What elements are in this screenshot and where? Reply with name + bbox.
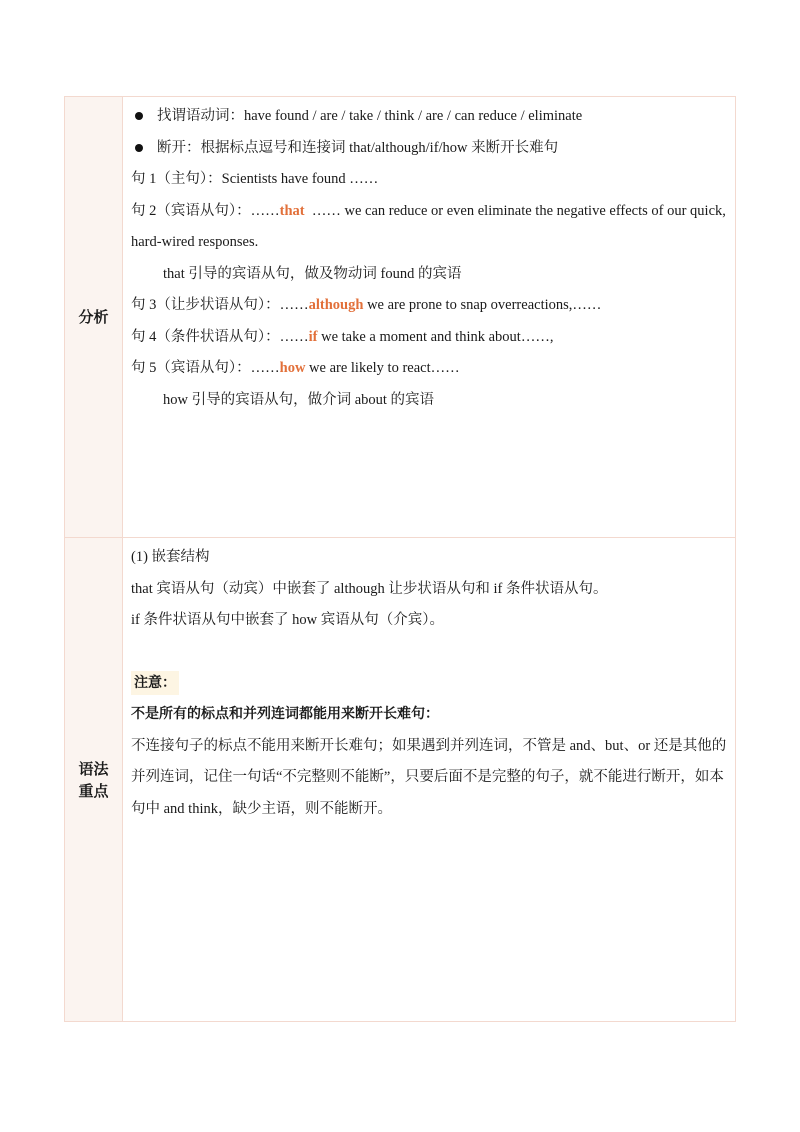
sentence-4	[131, 322, 729, 354]
sentence-2-prefix: 句 2（宾语从句）：……	[131, 202, 280, 219]
notice-body: 不连接句子的标点不能用来断开长难句；如果遇到并列连词，不管是 and、but、or 还是其他的并列连词，记住一句话“不完整则不能断”，只要后面不是完整的句子，就不能进行断开，如本句中 and think，缺少主语，则不能断开。	[131, 737, 727, 817]
sentence-4-prefix: 句 4（条件状语从句）：……	[131, 328, 309, 345]
grammar-heading: (1) 嵌套结构	[131, 549, 210, 565]
notice-label: 注意：	[131, 671, 179, 695]
grammar-content	[123, 538, 735, 1021]
analysis-row	[65, 97, 735, 537]
sentence-5-prefix: 句 5（宾语从句）：……	[131, 360, 280, 376]
bullet-item-1	[131, 101, 729, 133]
bullet-text-1: 找谓语动词：have found / are / take / think / are / can reduce / eliminate	[157, 108, 583, 124]
sentence-4-text: we take a moment and think about……,	[317, 328, 554, 345]
sentence-5-text: we are likely to react……	[305, 360, 460, 376]
grammar-paragraph-2: if 条件状语从句中嵌套了 how 宾语从句（介宾）。	[131, 612, 444, 628]
grammar-paragraph-1: that 宾语从句（动宾）中嵌套了 although 让步状语从句和 if 条件状语从句。	[131, 580, 608, 597]
bullet-text-2: 断开：根据标点逗号和连接词 that/although/if/how 来断开长难句	[157, 139, 559, 156]
sentence-3	[131, 290, 729, 322]
analysis-label-text: 分析	[78, 308, 109, 326]
keyword-if: if	[308, 328, 318, 345]
analysis-table	[64, 96, 736, 1022]
grammar-label-line1: 语法	[78, 759, 109, 778]
keyword-that: that	[279, 202, 305, 219]
bullet-item-2	[131, 133, 729, 165]
sentence-1: 句 1（主句）：Scientists have found ……	[131, 171, 379, 187]
notice-row	[131, 668, 729, 700]
keyword-although: although	[308, 297, 364, 313]
note-how: how 引导的宾语从句，做介词 about 的宾语	[163, 391, 435, 408]
sentence-3-text: we are prone to snap overreactions,……	[363, 297, 602, 313]
bullet-icon	[135, 144, 143, 152]
bullet-icon	[135, 112, 143, 120]
sentence-5	[131, 353, 729, 385]
grammar-row	[65, 537, 735, 1021]
analysis-content	[123, 97, 735, 537]
grammar-label-line2: 重点	[78, 781, 109, 800]
grammar-label	[65, 538, 123, 1021]
spacer	[131, 637, 729, 668]
note-that: that 引导的宾语从句，做及物动词 found 的宾语	[163, 265, 462, 282]
sentence-2	[131, 196, 729, 259]
analysis-label	[65, 97, 123, 537]
sentence-2-text: …… we can reduce or even eliminate the negative effects of our quick, hard-wired responses.	[131, 202, 726, 250]
notice-bold-line: 不是所有的标点和并列连词都能用来断开长难句：	[131, 706, 439, 722]
sentence-3-prefix: 句 3（让步状语从句）：……	[131, 297, 309, 313]
keyword-how: how	[279, 360, 306, 376]
